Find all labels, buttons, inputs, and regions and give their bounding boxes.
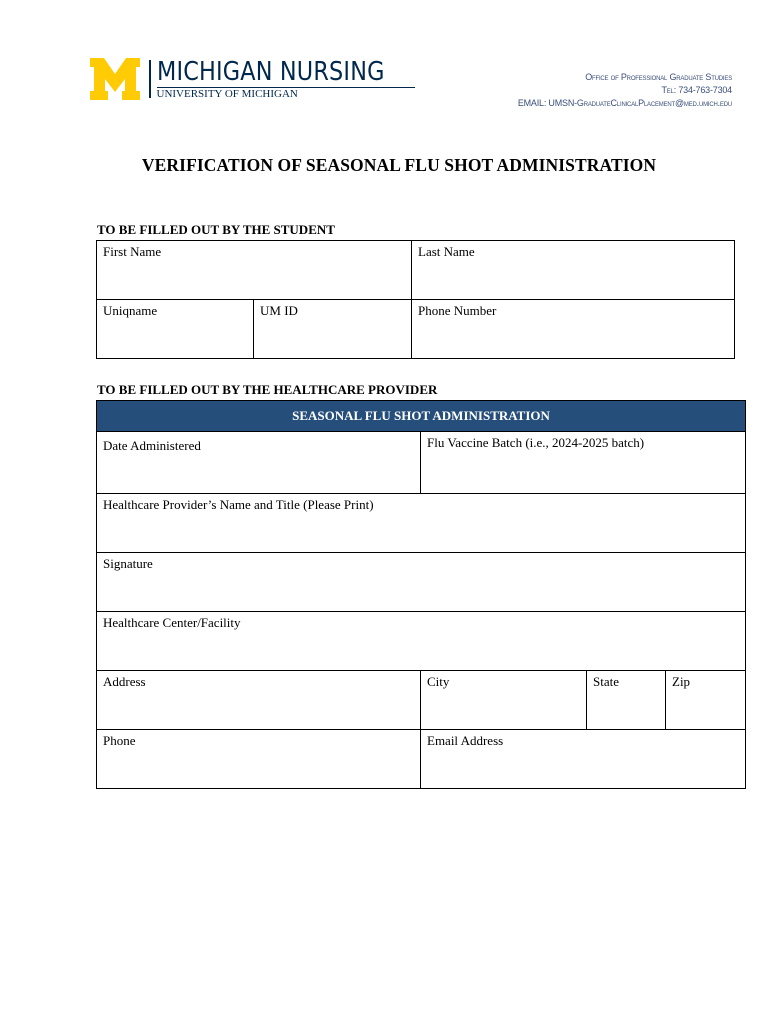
phone-field[interactable] xyxy=(97,730,421,789)
phone-number-field[interactable] xyxy=(412,300,735,359)
vaccine-batch-label: Flu Vaccine Batch (i.e., 2024-2025 batch) xyxy=(427,435,645,450)
logo-subtitle: UNIVERSITY OF MICHIGAN xyxy=(157,87,415,100)
city-label: City xyxy=(427,674,450,689)
provider-name-field[interactable] xyxy=(97,494,746,553)
um-id-label: UM ID xyxy=(260,303,298,318)
phone-number-label: Phone Number xyxy=(418,303,497,318)
first-name-label: First Name xyxy=(103,244,162,259)
office-phone: Tel: 734-763-7304 xyxy=(661,85,732,95)
city-field[interactable] xyxy=(421,671,587,730)
provider-form-table xyxy=(96,400,746,789)
block-m-icon xyxy=(90,58,140,100)
office-contact xyxy=(518,71,732,110)
address-label: Address xyxy=(103,674,146,689)
document-title: VERIFICATION OF SEASONAL FLU SHOT ADMINISTRATION xyxy=(141,155,657,175)
student-form-table xyxy=(96,240,735,359)
zip-label: Zip xyxy=(672,674,691,689)
address-field[interactable] xyxy=(97,671,421,730)
uniqname-field[interactable] xyxy=(97,300,254,359)
email-label: Email Address xyxy=(427,733,504,748)
signature-field[interactable] xyxy=(97,553,746,612)
last-name-label: Last Name xyxy=(418,244,475,259)
student-section-label: TO BE FILLED OUT BY THE STUDENT xyxy=(97,222,335,237)
date-administered-label: Date Administered xyxy=(103,438,201,453)
vaccine-batch-field[interactable] xyxy=(421,432,746,494)
office-email: EMAIL: UMSN-GraduateClinicalPlacement@med.umich.edu xyxy=(517,98,732,108)
zip-field[interactable] xyxy=(666,671,746,730)
flu-shot-table-header: SEASONAL FLU SHOT ADMINISTRATION xyxy=(97,401,746,432)
date-administered-field[interactable] xyxy=(97,432,421,494)
logo-title: MICHIGAN NURSING xyxy=(156,56,385,87)
facility-field[interactable] xyxy=(97,612,746,671)
signature-label: Signature xyxy=(103,556,153,571)
provider-section-label: TO BE FILLED OUT BY THE HEALTHCARE PROVIDER xyxy=(97,382,438,397)
phone-label: Phone xyxy=(103,733,136,748)
last-name-field[interactable] xyxy=(412,241,735,300)
um-id-field[interactable] xyxy=(254,300,412,359)
state-label: State xyxy=(593,674,619,689)
provider-name-label: Healthcare Provider’s Name and Title (Please Print) xyxy=(103,497,374,512)
state-field[interactable] xyxy=(587,671,666,730)
office-name: Office of Professional Graduate Studies xyxy=(585,72,732,82)
facility-label: Healthcare Center/Facility xyxy=(103,615,241,630)
email-field[interactable] xyxy=(421,730,746,789)
michigan-nursing-logo xyxy=(90,58,421,100)
first-name-field[interactable] xyxy=(97,241,412,300)
logo-divider xyxy=(149,60,151,98)
uniqname-label: Uniqname xyxy=(103,303,158,318)
